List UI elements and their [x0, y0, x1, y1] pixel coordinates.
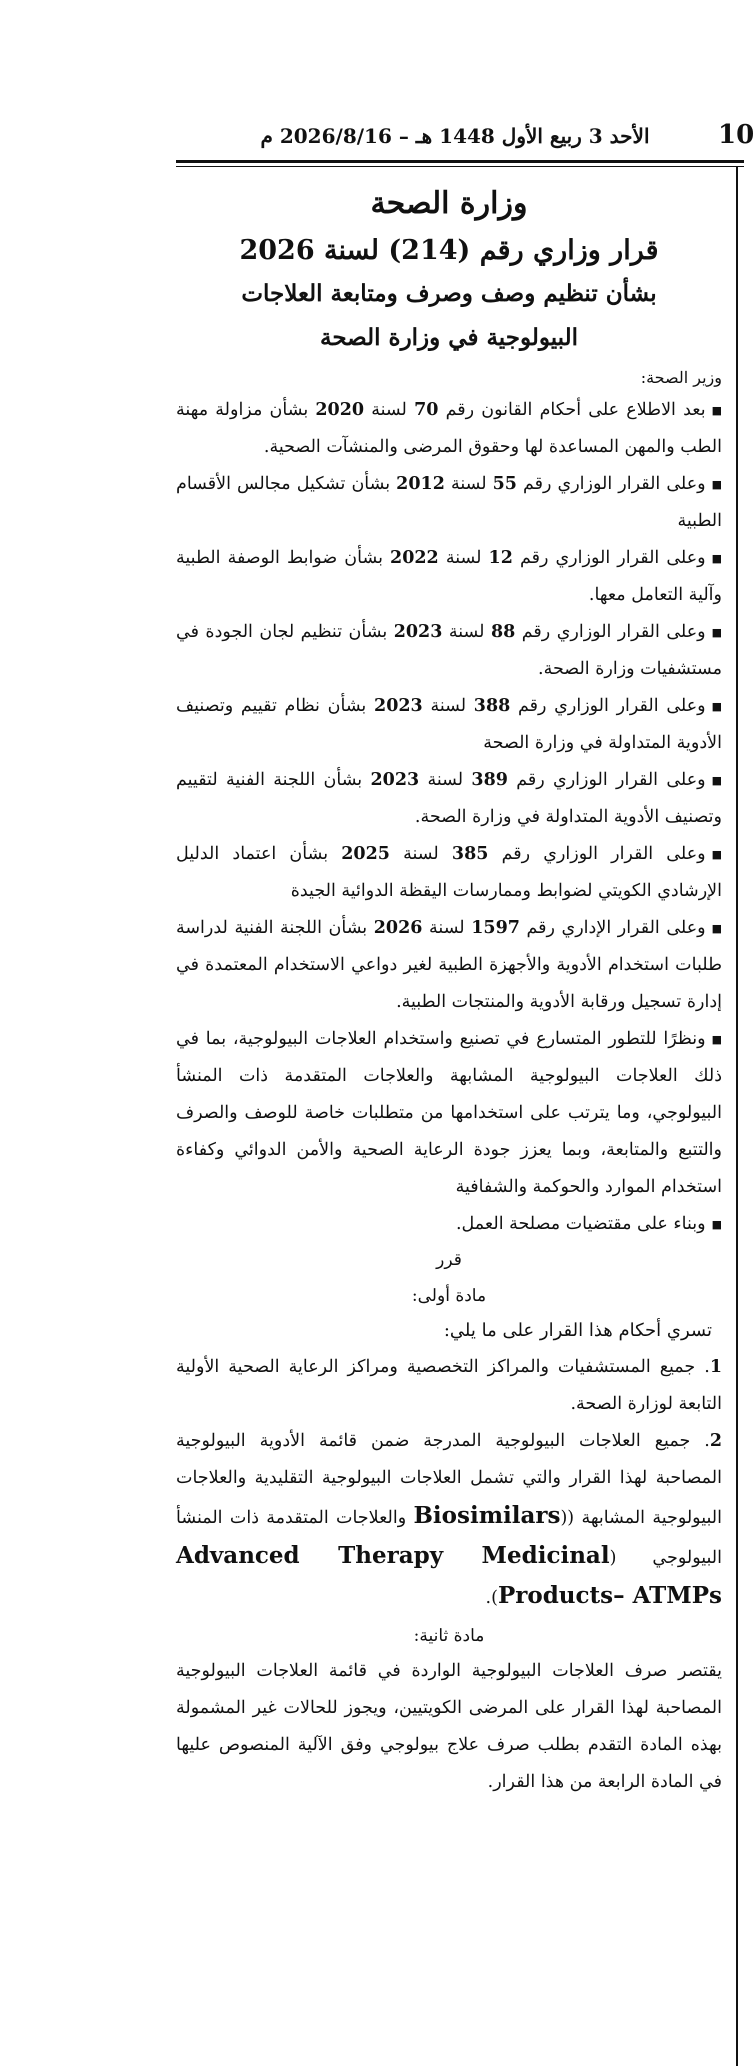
preamble-text: وعلى القرار الإداري رقم — [519, 918, 706, 938]
preamble-text: بشأن اعتماد الدليل الإرشادي الكويتي لضوابط وممارسات اليقظة الدوائية الجيدة — [176, 844, 722, 901]
ministry-heading: وزارة الصحة — [370, 186, 528, 221]
page-number: 10 — [718, 120, 754, 150]
reference-number: 2026 — [373, 918, 423, 938]
bullet-square-icon: ■ — [711, 700, 722, 713]
reference-number: 70 — [414, 400, 439, 420]
reference-number: 1597 — [471, 918, 520, 938]
reference-number: 388 — [473, 696, 511, 716]
reference-number: 2020 — [315, 400, 365, 420]
reference-number: 2012 — [396, 474, 445, 494]
reference-number: 12 — [488, 548, 513, 568]
header-rule-thin — [176, 166, 744, 167]
bullet-square-icon: ■ — [711, 774, 723, 787]
bullet-square-icon: ■ — [711, 922, 723, 935]
decree-column — [176, 170, 722, 1801]
reference-number: 2023 — [393, 622, 443, 642]
item-text-a: . جميع العلاجات البيولوجية المدرجة ضمن قائمة الأدوية البيولوجية المصاحبة لهذا القرار والتي تشمل العلاجات البيولوجية التقليدية والعلاجات البيولوجية المشابهة (( — [176, 1431, 722, 1528]
preamble-text: لسنة — [389, 844, 452, 864]
decree-title: قرار وزاري رقم (214) لسنة 2026 — [239, 235, 659, 266]
article-2-text: يقتصر صرف العلاجات البيولوجية الواردة في قائمة العلاجات البيولوجية المصاحبة لهذا القرار على المرضى الكويتيين، ويجوز للحالات غير المشمولة بهذه المادة التقدم بطلب صرف علاج بيولوجي وفق الآلية المنصوص عليها في المادة الرابعة من هذا القرار. — [176, 1661, 722, 1792]
preamble-item — [176, 466, 722, 540]
preamble-list — [176, 392, 722, 1243]
latin-term-biosimilars: Biosimilars — [413, 1502, 561, 1529]
preamble-text: بشأن تشكيل مجالس الأقسام الطبية — [176, 474, 722, 531]
reference-number: 389 — [471, 770, 508, 790]
preamble-text: وبناء على مقتضيات مصلحة العمل. — [455, 1214, 706, 1234]
item-text-c: ). — [485, 1588, 498, 1608]
preamble-text: لسنة — [422, 918, 472, 938]
preamble-text: وعلى القرار الوزاري رقم — [507, 770, 706, 790]
issue-date: الأحد 3 ربيع الأول 1448 هـ – 2026/8/16 م — [260, 124, 650, 148]
latin-term-atmps: Advanced Therapy Medicinal Products– ATMPs — [176, 1542, 722, 1609]
preamble-text: بعد الاطلاع على أحكام القانون رقم — [438, 400, 706, 420]
preamble-item — [176, 910, 722, 1021]
bullet-square-icon: ■ — [711, 1033, 722, 1046]
preamble-text: بشأن اللجنة الفنية لتقييم وتصنيف الأدوية المتداولة في وزارة الصحة. — [176, 770, 722, 827]
bullet-square-icon: ■ — [711, 404, 723, 417]
minister-line: وزير الصحة: — [640, 368, 722, 387]
preamble-text: وعلى القرار الوزاري رقم — [516, 474, 706, 494]
preamble-text: لسنة — [442, 622, 491, 642]
reference-number: 55 — [492, 474, 517, 494]
bullet-square-icon: ■ — [711, 626, 723, 639]
reference-number: 2023 — [370, 770, 420, 790]
bullet-square-icon: ■ — [711, 848, 722, 861]
preamble-text: لسنة — [364, 400, 415, 420]
reference-number: 2025 — [341, 844, 390, 864]
bullet-square-icon: ■ — [711, 478, 722, 491]
preamble-item — [176, 392, 722, 466]
preamble-text: لسنة — [438, 548, 489, 568]
article-1-item-1 — [176, 1349, 722, 1423]
reference-number: 88 — [490, 622, 516, 642]
preamble-text: بشأن اللجنة الفنية لدراسة طلبات استخدام الأدوية والأجهزة الطبية لغير دواعي الاستخدام المعتمدة في إدارة تسجيل ورقابة الأدوية والمنتجات الطبية. — [176, 918, 722, 1012]
preamble-text: وعلى القرار الوزاري رقم — [515, 622, 706, 642]
preamble-text: لسنة — [444, 474, 493, 494]
preamble-text: لسنة — [422, 696, 474, 716]
decided-word: قرر — [436, 1250, 462, 1270]
preamble-text: بشأن مزاولة مهنة الطب والمهن المساعدة لها وحقوق المرضى والمنشآت الصحية. — [176, 400, 722, 457]
article-2-title: مادة ثانية: — [413, 1626, 485, 1646]
preamble-item — [176, 1206, 722, 1243]
item-number: 2 — [709, 1431, 722, 1451]
reference-number: 2023 — [374, 696, 423, 716]
decree-subject-line-1: بشأن تنظيم وصف وصرف ومتابعة العلاجات — [241, 280, 657, 307]
preamble-text: بشأن تنظيم لجان الجودة في مستشفيات وزارة الصحة. — [176, 622, 722, 679]
bullet-square-icon: ■ — [711, 552, 723, 565]
reference-number: 2022 — [390, 548, 439, 568]
preamble-text: وعلى القرار الوزاري رقم — [512, 548, 706, 568]
preamble-item — [176, 614, 722, 688]
preamble-text: بشأن ضوابط الوصفة الطبية وآلية التعامل معها. — [176, 548, 722, 605]
preamble-item — [176, 1021, 722, 1206]
preamble-item — [176, 836, 722, 910]
article-1-title: مادة أولى: — [411, 1286, 487, 1306]
reference-number: 385 — [451, 844, 489, 864]
item-text: . جميع المستشفيات والمراكز التخصصية ومراكز الرعاية الصحية الأولية التابعة لوزارة الصحة. — [176, 1357, 722, 1414]
header-rule-thick — [176, 160, 744, 163]
preamble-text: ونظرًا للتطور المتسارع في تصنيع واستخدام العلاجات البيولوجية، بما في ذلك العلاجات البيولوجية المشابهة والعلاجات المتقدمة ذات المنشأ البيولوجي، وما يترتب على استخدامها من متطلبات خاصة للوصف والصرف والتتبع والمتابعة، وبما يعزز جودة الرعاية الصحية والأمن الدوائي وكفاءة استخدام الموارد والحوكمة والشفافية — [176, 1029, 722, 1197]
preamble-item — [176, 762, 722, 836]
article-1-intro: تسري أحكام هذا القرار على ما يلي: — [443, 1320, 712, 1341]
decree-subject-line-2: البيولوجية في وزارة الصحة — [319, 324, 578, 351]
preamble-text: لسنة — [419, 770, 472, 790]
preamble-item — [176, 540, 722, 614]
preamble-text: بشأن نظام تقييم وتصنيف الأدوية المتداولة في وزارة الصحة — [176, 696, 722, 753]
item-number: 1 — [709, 1357, 722, 1377]
article-1-item-2 — [176, 1423, 722, 1617]
item-text-b: والعلاجات المتقدمة ذات المنشأ البيولوجي ( — [176, 1508, 722, 1568]
column-divider — [736, 166, 738, 2066]
preamble-text: وعلى القرار الوزاري رقم — [510, 696, 706, 716]
preamble-text: وعلى القرار الوزاري رقم — [488, 844, 706, 864]
preamble-item — [176, 688, 722, 762]
bullet-square-icon: ■ — [711, 1218, 722, 1231]
